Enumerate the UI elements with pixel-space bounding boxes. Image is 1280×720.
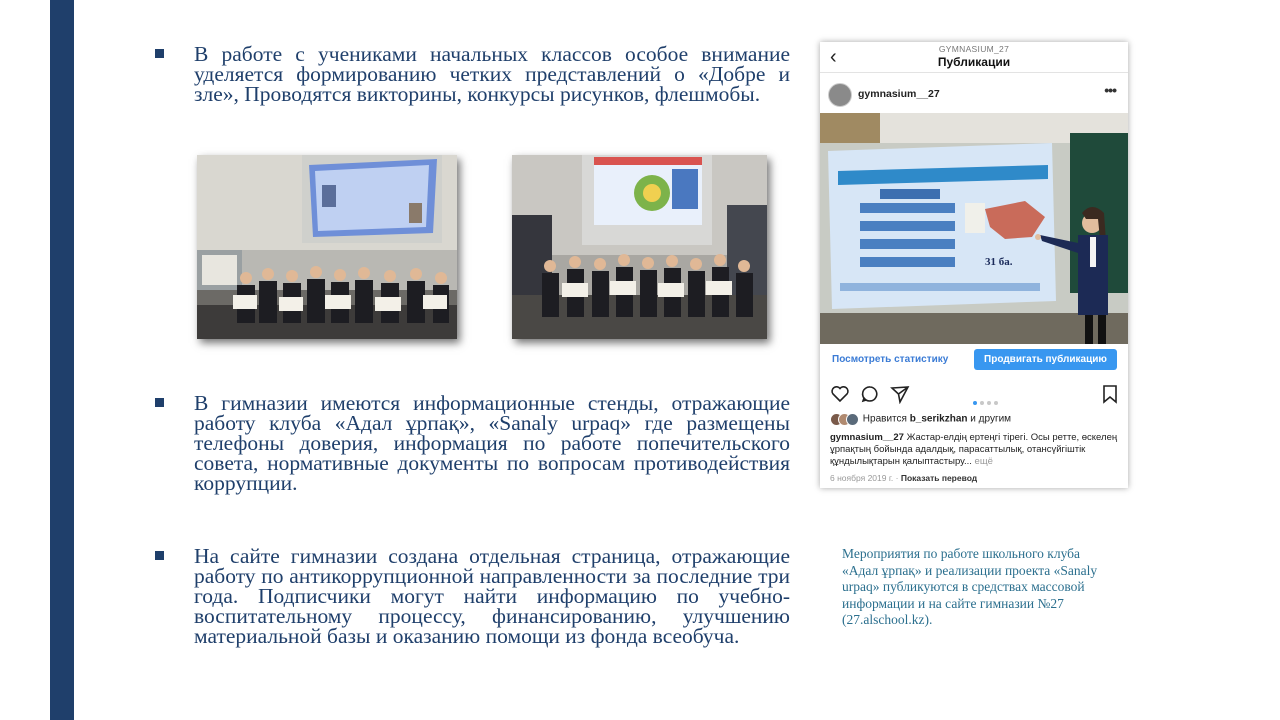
instagram-post-card	[820, 42, 1128, 488]
bullet-item	[155, 546, 790, 646]
caption-text: Жастар-елдің ертеңгі тірегі. Осы ретте, өскелең ұрпақтың бойында адалдық, парасаттылық, отансүйгіштік құндылықтарын қалыптастыру...	[830, 432, 1118, 467]
show-translation-link[interactable]: Показать перевод	[900, 473, 978, 483]
ig-post-date: 6 ноября 2019 г. · Показать перевод	[830, 473, 978, 483]
avatar[interactable]	[828, 83, 852, 107]
ig-account-name: GYMNASIUM_27	[938, 44, 1010, 54]
carousel-dot	[980, 401, 984, 405]
ig-likes-line	[830, 413, 1011, 425]
bullet-text: В работе с учениками начальных классов особое внимание уделяется формированию четких представлений о «Добре и зле», Проводятся викторины, конкурсы рисунков, флешмобы.	[194, 42, 790, 106]
share-icon[interactable]	[890, 384, 910, 404]
carousel-dot	[973, 401, 977, 405]
ig-post-photo[interactable]	[820, 113, 1128, 344]
caption-more-link[interactable]: ещё	[974, 456, 993, 467]
likes-suffix[interactable]: и другим	[970, 413, 1012, 425]
bullet-square-icon	[155, 398, 164, 407]
heart-icon[interactable]	[830, 384, 850, 404]
view-statistics-link[interactable]: Посмотреть статистику	[832, 354, 949, 365]
ig-header	[820, 42, 1128, 73]
promote-post-button[interactable]: Продвигать публикацию	[974, 349, 1117, 370]
svg-text:31 ба.: 31 ба.	[985, 256, 1013, 268]
likes-user[interactable]: b_serikzhan	[909, 413, 968, 425]
carousel-dot	[987, 401, 991, 405]
ig-page-title: Публикации	[937, 55, 1011, 69]
bookmark-icon[interactable]	[1100, 384, 1120, 404]
ig-action-bar	[830, 384, 1120, 404]
bullet-square-icon	[155, 49, 164, 58]
carousel-dot	[994, 401, 998, 405]
carousel-indicator	[973, 392, 1001, 410]
ig-caption	[830, 432, 1120, 468]
likes-prefix: Нравится	[862, 413, 907, 425]
bullet-item	[155, 393, 790, 493]
side-note: Мероприятия по работе школьного клуба «Адал ұрпақ» и реализации проекта «Sanaly urpaq» публикуются в средствах массовой информации и на сайте гимназии №27 (27.alschool.kz).	[842, 546, 1098, 627]
bullet-text: На сайте гимназии создана отдельная страница, отражающие работу по антикоррупционной направленности за последние три года. Подписчики могут найти информацию по учебно-воспитательному процессу, финансированию, улучшению материальной базы и оказанию помощи из фонда всеобуча.	[194, 544, 790, 648]
bullet-item	[155, 44, 790, 104]
ig-username[interactable]: gymnasium__27	[858, 88, 940, 100]
liker-avatars	[830, 413, 860, 425]
comment-icon[interactable]	[860, 384, 880, 404]
bullet-square-icon	[155, 551, 164, 560]
left-accent-bar	[50, 0, 74, 720]
classroom-photo-left	[197, 155, 457, 339]
post-date: 6 ноября 2019 г.	[830, 473, 894, 483]
bullet-text: В гимназии имеются информационные стенды, отражающие работу клуба «Адал ұрпақ», «Sanaly urpaq» где размещены телефоны доверия, информация по работе попечительского совета, нормативные документы по вопросам противодействия коррупции.	[194, 391, 790, 495]
back-arrow-icon[interactable]: ‹	[830, 46, 837, 68]
more-options-icon[interactable]: •••	[1104, 82, 1116, 98]
classroom-photo-right	[512, 155, 767, 339]
caption-username[interactable]: gymnasium__27	[830, 432, 904, 443]
